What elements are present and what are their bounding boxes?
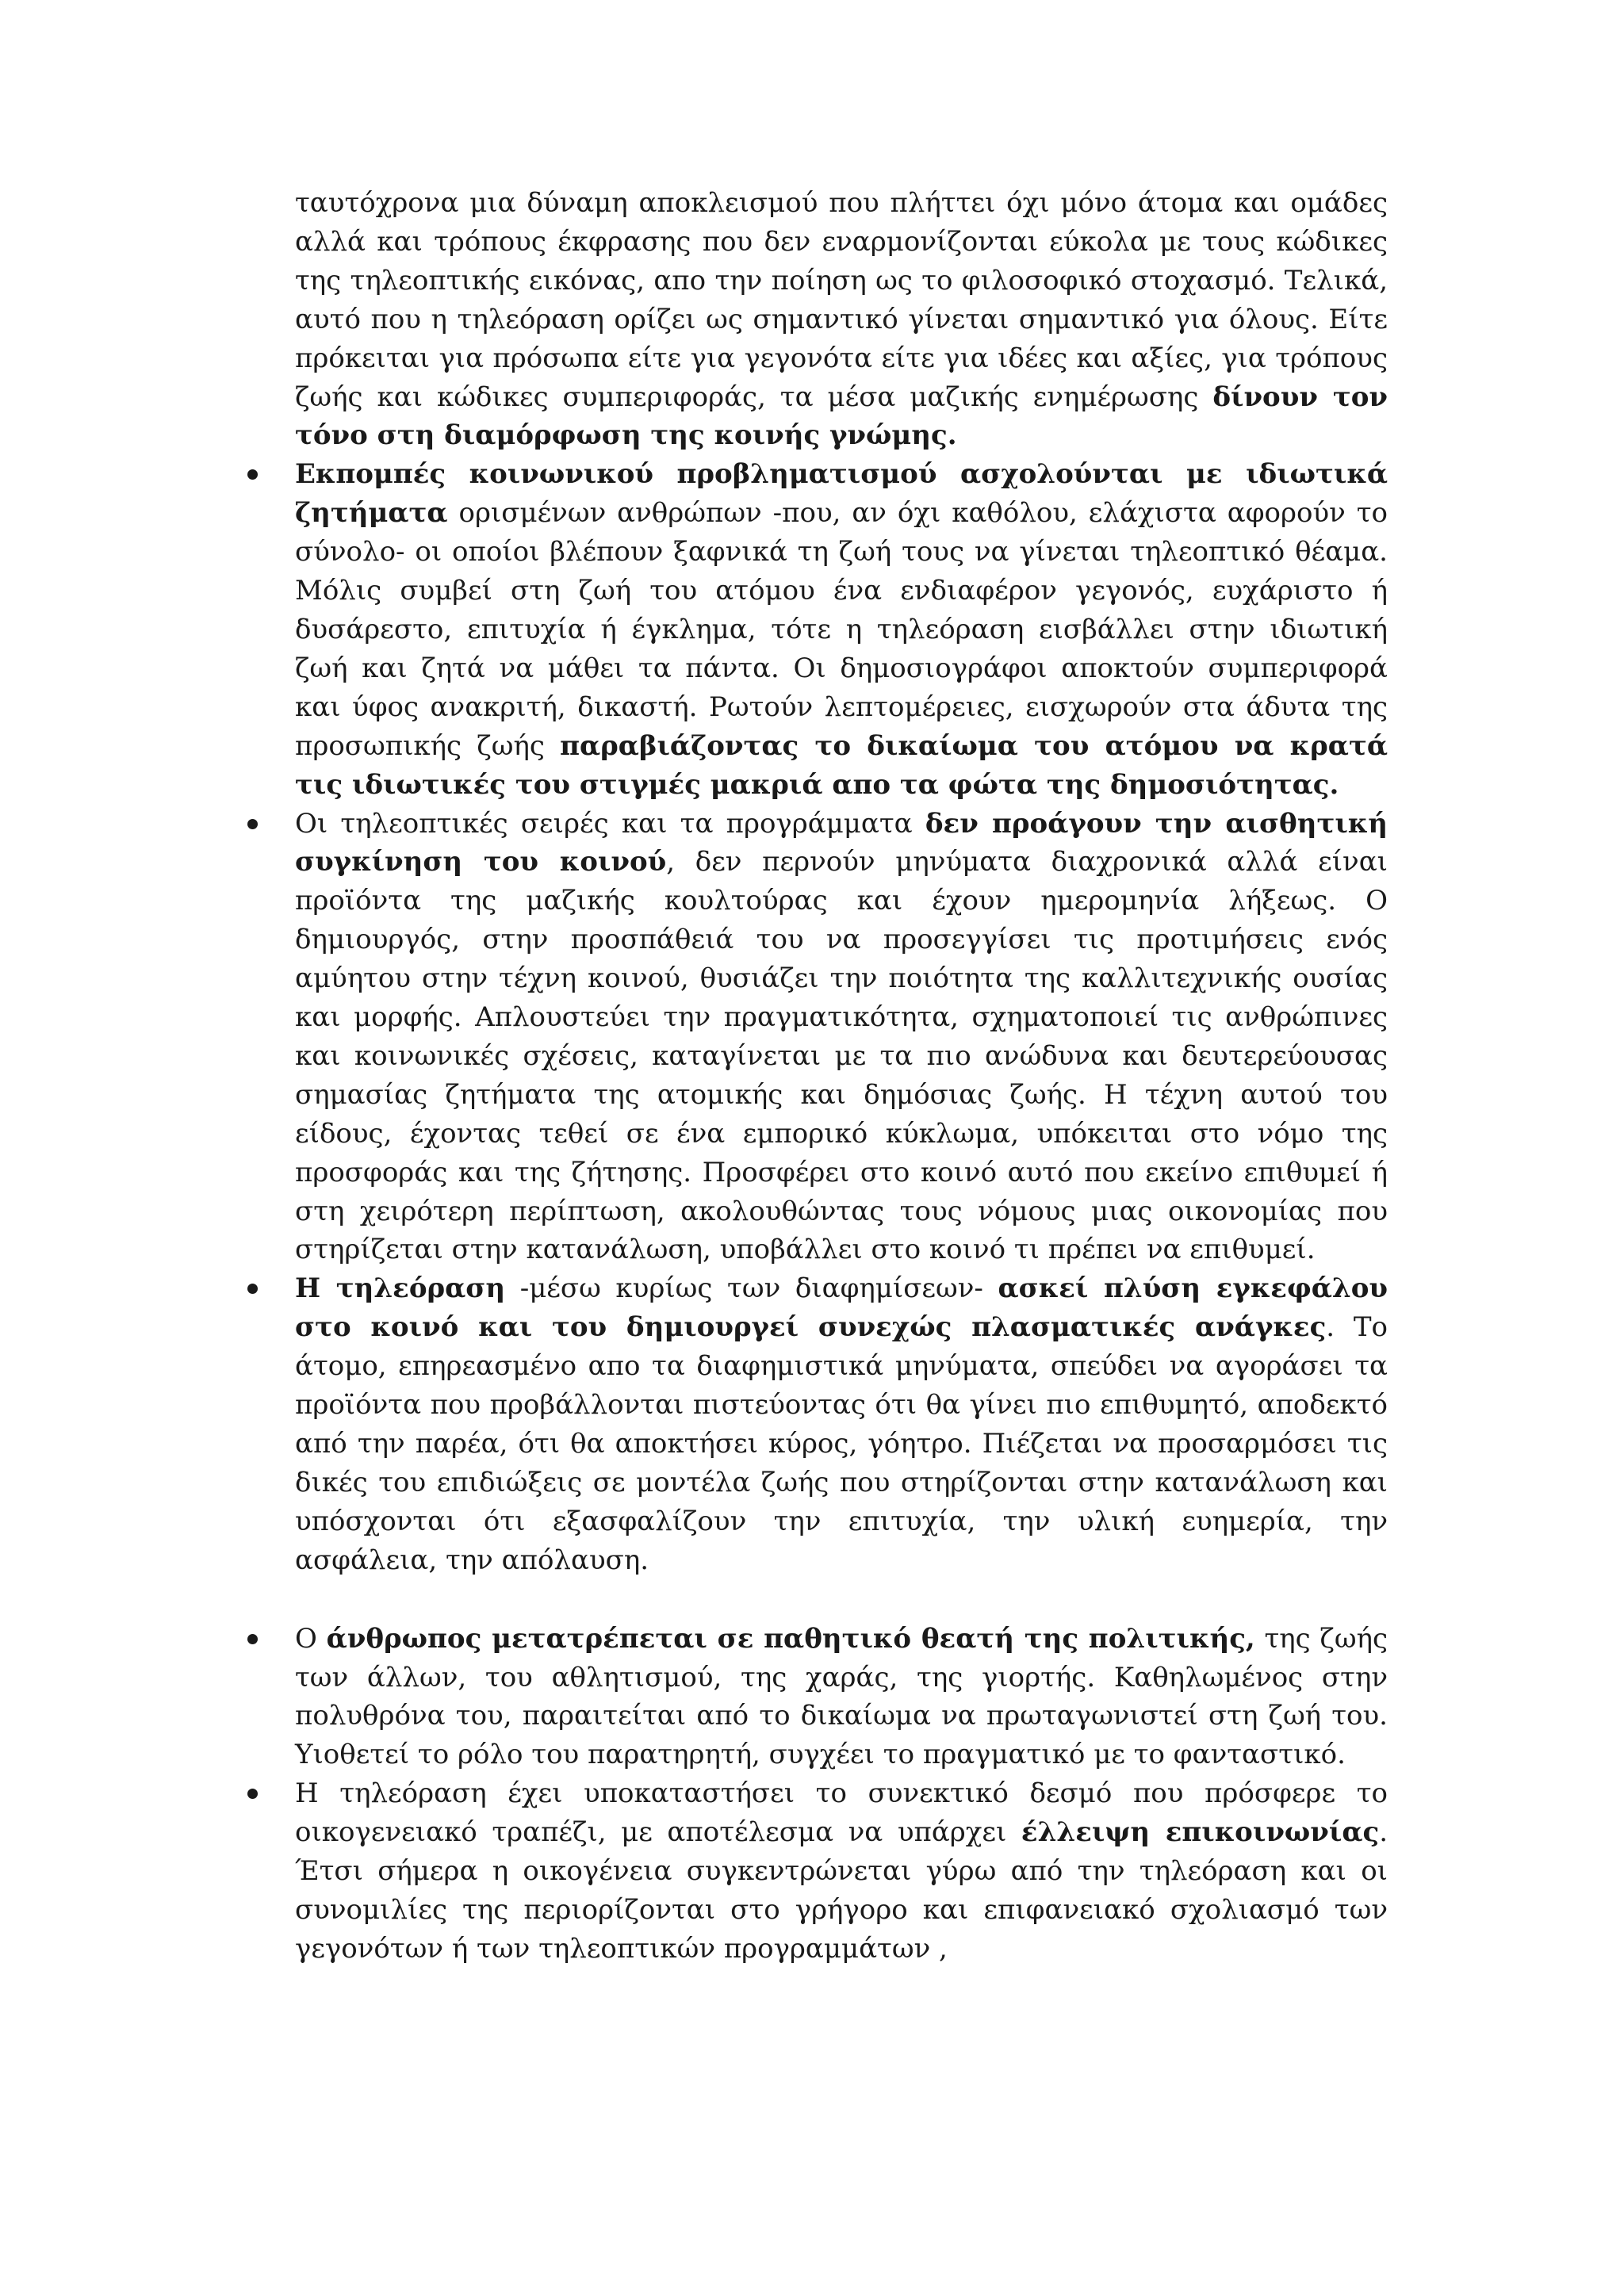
text-run: . Το άτομο, επηρεασμένο απο τα διαφημιστικά μηνύματα, σπεύδει να αγοράσει τα προϊόντα που προβάλλονται πιστεύοντας ότι θα γίνει πιο επιθυμητό, αποδεκτό από την παρέα, ότι θα αποκτήσει κύρος, γόητρο. Πιέζεται να προσαρμόσει τις δικές του επιδιώξεις σε μοντέλα ζωής που στηρίζονται στην κατανάλωση και υπόσχονται ότι εξασφαλίζουν την επιτυχία, την υλική ευημερία, την ασφάλεια, την απόλαυση. [295, 1311, 1388, 1576]
text-run: της ζωής των άλλων, του αθλητισμού, της χαράς, της γιορτής. Καθηλωμένος στην πολυθρόνα του, παραιτείται από το δικαίωμα να πρωταγωνιστεί στη ζωή του. Υιοθετεί το ρόλο του παρατηρητή, συγχέει το πραγματικό με το φανταστικό. [295, 1622, 1388, 1771]
intro-paragraph [295, 184, 1388, 455]
bold-run: Εκπομπές κοινωνικού προβληματισμού ασχολούνται με ιδιωτικά ζητήματα [295, 458, 1388, 530]
bold-run: Η τηλεόραση [295, 1272, 506, 1305]
bullet-item [295, 805, 1388, 1270]
bullet-icon [247, 469, 258, 480]
bullet-item [295, 1269, 1388, 1579]
bullet-icon [247, 1284, 258, 1294]
document-body [295, 184, 1388, 1969]
bullet-icon [247, 819, 258, 829]
bold-run: άνθρωπος μετατρέπεται σε παθητικό θεατή της πολιτικής, [326, 1622, 1255, 1655]
text-run: Ο [295, 1622, 327, 1655]
text-run: . Έτσι σήμερα η οικογένεια συγκεντρώνεται γύρω από την τηλεόραση και οι συνομιλίες της περιορίζονται στο γρήγορο και επιφανειακό σχολιασμό των γεγονότων ή των τηλεοπτικών προγραμμάτων , [295, 1816, 1388, 1965]
bold-run: δίνουν τον τόνο στη διαμόρφωση της κοινής γνώμης. [295, 381, 1388, 452]
bold-run: παραβιάζοντας το δικαίωμα του ατόμου να κρατά τις ιδιωτικές του στιγμές μακριά απο τα φώτα της δημοσιότητας. [295, 729, 1388, 801]
paragraph-gap [295, 1580, 1388, 1620]
bullet-item [295, 455, 1388, 804]
bold-run: δεν προάγουν την αισθητική συγκίνηση του κοινού [295, 807, 1388, 878]
text-run: ορισμένων ανθρώπων -που, αν όχι καθόλου, ελάχιστα αφορούν το σύνολο- οι οποίοι βλέπουν ξαφνικά τη ζωή τους να γίνεται τηλεοπτικό θέαμα. Μόλις συμβεί στη ζωή του ατόμου ένα ενδιαφέρον γεγονός, ευχάριστο ή δυσάρεστο, επιτυχία ή έγκλημα, τότε η τηλεόραση εισβάλλει στην ιδιωτική ζωή και ζητά να μάθει τα πάντα. Οι δημοσιογράφοι αποκτούν συμπεριφορά και ύφος ανακριτή, δικαστή. Ρωτούν λεπτομέρειες, εισχωρούν στα άδυτα της προσωπικής ζωής [295, 497, 1388, 762]
bullet-item [295, 1620, 1388, 1775]
text-run: Η τηλεόραση έχει υποκαταστήσει το συνεκτικό δεσμό που πρόσφερε το οικογενειακό τραπέζι, με αποτέλεσμα να υπάρχει [295, 1777, 1388, 1849]
text-run: , δεν περνούν μηνύματα διαχρονικά αλλά είναι προϊόντα της μαζικής κουλτούρας και έχουν ημερομηνία λήξεως. Ο δημιουργός, στην προσπάθειά του να προσεγγίσει τις προτιμήσεις ενός αμύητου στην τέχνη κοινού, θυσιάζει την ποιότητα της καλλιτεχνικής ουσίας και μορφής. Απλουστεύει την πραγματικότητα, σχηματοποιεί τις ανθρώπινες και κοινωνικές σχέσεις, καταγίνεται με τα πιο ανώδυνα και δευτερεύουσας σημασίας ζητήματα της ατομικής και δημόσιας ζωής. Η τέχνη αυτού του είδους, έχοντας τεθεί σε ένα εμπορικό κύκλωμα, υπόκειται στο νόμο της προσφοράς και της ζήτησης. Προσφέρει στο κοινό αυτό που εκείνο επιθυμεί ή στη χειρότερη περίπτωση, ακολουθώντας τους νόμους μιας οικονομίας που στηρίζεται στην κατανάλωση, υποβάλλει στο κοινό τι πρέπει να επιθυμεί. [295, 846, 1388, 1266]
bullet-icon [247, 1789, 258, 1799]
bullet-icon [247, 1634, 258, 1644]
text-run: Οι τηλεοπτικές σειρές και τα προγράμματα [295, 807, 925, 840]
text-run: -μέσω κυρίως των διαφημίσεων- [505, 1272, 998, 1305]
text-run: ταυτόχρονα μια δύναμη αποκλεισμού που πλήττει όχι μόνο άτομα και ομάδες αλλά και τρόπους έκφρασης που δεν εναρμονίζονται εύκολα με τους κώδικες της τηλεοπτικής εικόνας, απο την ποίηση ως το φιλοσοφικό στοχασμό. Τελικά, αυτό που η τηλεόραση ορίζει ως σημαντικό γίνεται σημαντικό για όλους. Είτε πρόκειται για πρόσωπα είτε για γεγονότα είτε για ιδέες και αξίες, για τρόπους ζωής και κώδικες συμπεριφοράς, τα μέσα μαζικής ενημέρωσης [295, 187, 1388, 413]
bold-run: ασκεί πλύση εγκεφάλου στο κοινό και του δημιουργεί συνεχώς πλασματικές ανάγκες [295, 1272, 1388, 1344]
bold-run: έλλειψη επικοινωνίας [1021, 1816, 1380, 1849]
bullet-item [295, 1774, 1388, 1969]
